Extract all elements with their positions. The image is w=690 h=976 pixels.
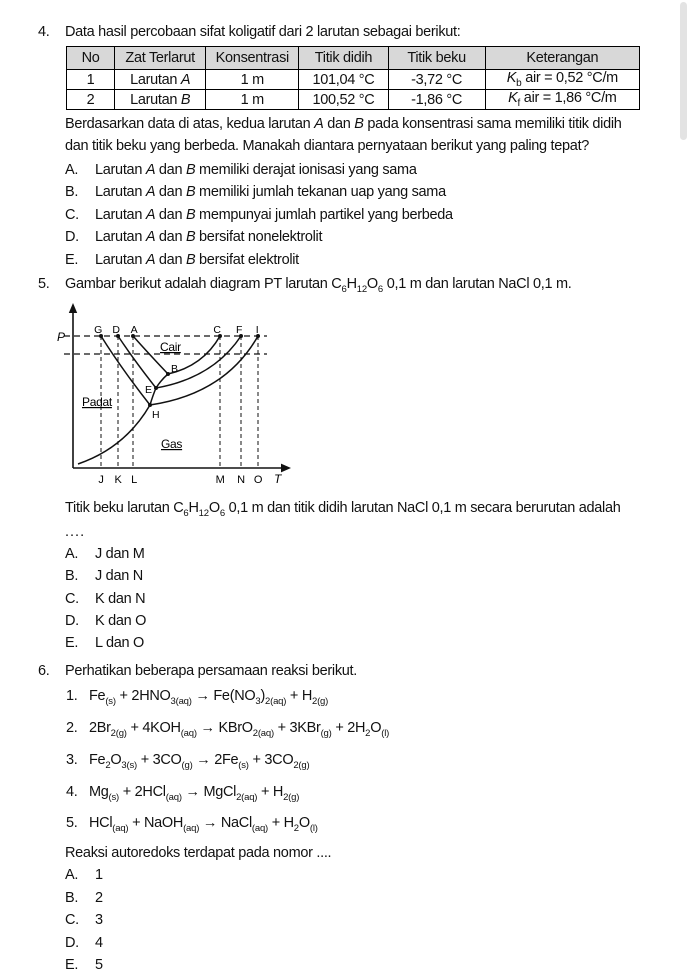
point-G-label: G xyxy=(94,323,102,336)
option-text: Larutan A dan B bersifat nonelektrolit xyxy=(95,229,323,246)
option-letter: C. xyxy=(65,912,79,929)
equation-row xyxy=(66,683,690,715)
option-text: 4 xyxy=(95,934,103,951)
option-text: Larutan A dan B bersifat elektrolit xyxy=(95,251,299,268)
equation-formula: $Fe_2O_{3(s)} + 3CO_{(g)} \to 2Fe_{(s)} + 3CO_{2(g)}$ xyxy=(89,751,310,771)
option-letter: A. xyxy=(65,545,79,562)
xpoint-K-label: K xyxy=(114,473,122,486)
x-axis-arrow-icon xyxy=(281,464,291,473)
equation-formula: $Fe_{(s)} + 2HNO_{3(aq)} \to Fe(NO_3)_{2(aq)} + H_{2(g)}$ xyxy=(89,687,329,707)
table-header-cell: Keterangan xyxy=(485,47,639,70)
table-cell: 2 xyxy=(67,90,115,110)
xpoint-N-label: N xyxy=(237,473,245,486)
paragraph-line: dan titik beku yang berbeda. Manakah diantara pernyataan berikut yang paling tepat? xyxy=(65,138,590,154)
option-text: Larutan A dan B memiliki jumlah tekanan uap yang sama xyxy=(95,184,446,201)
reaction-equations xyxy=(66,683,690,842)
option-letter: E. xyxy=(65,956,79,973)
option-letter: A. xyxy=(65,162,79,178)
option-text: Larutan A dan B mempunyai jumlah partikel yang berbeda xyxy=(95,206,453,223)
equation-number: 4. xyxy=(66,783,78,800)
option-letter: C. xyxy=(65,590,79,607)
option-text: K dan O xyxy=(95,613,147,630)
point-H-dot xyxy=(148,403,152,407)
table-cell: -3,72 °C xyxy=(388,70,485,90)
equation-formula: HCl$_{(aq)}$ + NaOH$_{(aq)}$ → NaCl$_{(aq)}$ + $H_2O_{(l)}$ xyxy=(89,815,318,835)
option-row xyxy=(65,204,690,226)
xpoint-O-label: O xyxy=(253,473,263,486)
paragraph-line: Berdasarkan data di atas, kedua larutan A dan B pada konsentrasi sama memiliki titik didih xyxy=(65,116,622,132)
table-header-cell: Titik beku xyxy=(388,47,485,70)
option-row xyxy=(65,932,690,954)
table-cell: Larutan B xyxy=(115,90,206,110)
table-cell: 1 m xyxy=(206,70,299,90)
table-cell: $K_f$ air = 1,86 °C/m xyxy=(485,90,639,110)
question-6 xyxy=(0,660,690,976)
question-5-ellipsis: .... xyxy=(65,523,86,540)
fusion-curve-glucose xyxy=(118,336,156,388)
option-text: 5 xyxy=(95,956,103,973)
y-axis-arrow-icon xyxy=(69,303,77,313)
question-5-number: 5. xyxy=(38,276,50,293)
region-liquid-label: Cair xyxy=(160,339,181,354)
table-cell: 100,52 °C xyxy=(299,90,388,110)
table-header-cell: Zat Terlarut xyxy=(115,47,206,70)
option-text: Larutan A dan B memiliki derajat ionisasi yang sama xyxy=(95,162,417,178)
equation-row xyxy=(66,810,690,842)
option-row xyxy=(65,159,690,181)
xpoint-M-label: M xyxy=(215,473,225,486)
equation-formula: $2Br_{2(g)} + 4KOH_{(aq)}$ → KBrO$_{2(aq)}$ + $3KBr_{(g)} + 2H_2O_{(l)}$ xyxy=(89,719,390,739)
option-text: K dan N xyxy=(95,590,146,607)
option-row xyxy=(65,588,690,610)
option-text: 1 xyxy=(95,867,103,884)
table-cell: Larutan A xyxy=(115,70,206,90)
option-text: J dan N xyxy=(95,568,143,585)
equation-row xyxy=(66,715,690,747)
table-row xyxy=(67,70,640,90)
option-text: J dan M xyxy=(95,545,145,562)
scrollbar-thumb[interactable] xyxy=(680,2,687,140)
equation-number: 5. xyxy=(66,815,78,832)
option-letter: B. xyxy=(65,184,79,201)
point-E-label: E xyxy=(145,383,152,396)
y-axis-label: P xyxy=(57,329,65,344)
option-row xyxy=(65,226,690,248)
table-cell: 1 m xyxy=(206,90,299,110)
option-row xyxy=(65,632,690,654)
question-5-line: Titik beku larutan $C_6H_{12}O_6$ 0,1 m dan titik didih larutan NaCl 0,1 m secara berurutan adalah xyxy=(65,499,621,519)
region-gas-label: Gas xyxy=(161,436,183,451)
equation-number: 2. xyxy=(66,719,78,736)
table-cell: 101,04 °C xyxy=(299,70,388,90)
option-letter: A. xyxy=(65,867,79,884)
equation-row xyxy=(66,779,690,811)
option-letter: B. xyxy=(65,889,79,906)
point-H-label: H xyxy=(152,408,160,421)
question-5 xyxy=(0,273,690,655)
option-letter: D. xyxy=(65,613,79,630)
option-letter: D. xyxy=(65,229,79,246)
question-5-intro: Gambar berikut adalah diagram PT larutan $C_6H_{12}O_6$ 0,1 m dan larutan NaCl 0,1 m. xyxy=(65,276,572,295)
question-4-options xyxy=(65,159,690,271)
question-5-text xyxy=(65,497,680,525)
xpoint-J-label: J xyxy=(98,473,104,486)
question-6-options xyxy=(65,864,690,976)
option-row xyxy=(65,954,690,976)
option-letter: E. xyxy=(65,251,79,268)
question-6-intro: Perhatikan beberapa persamaan reaksi berikut. xyxy=(65,662,357,679)
question-6-text: Reaksi autoredoks terdapat pada nomor .... xyxy=(65,845,332,862)
option-row xyxy=(65,249,690,271)
xpoint-L-label: L xyxy=(131,473,137,486)
table-cell: -1,86 °C xyxy=(388,90,485,110)
point-F-label: F xyxy=(235,323,243,336)
point-I-label: I xyxy=(255,323,259,336)
point-A-label: A xyxy=(130,323,138,336)
option-letter: C. xyxy=(65,206,79,223)
option-row xyxy=(65,864,690,886)
table-cell: $K_b$ air = 0,52 °C/m xyxy=(485,70,639,90)
triple-point-chain-curve xyxy=(150,374,168,405)
equation-number: 3. xyxy=(66,751,78,768)
equation-number: 1. xyxy=(66,687,78,704)
option-letter: B. xyxy=(65,568,79,585)
pt-diagram-svg xyxy=(53,302,303,490)
region-solid-label: Padat xyxy=(82,394,112,409)
point-C-label: C xyxy=(213,323,221,336)
point-B-label: B xyxy=(171,362,178,375)
table-row xyxy=(67,90,640,110)
x-axis-label: T xyxy=(274,471,282,486)
question-6-number: 6. xyxy=(38,662,50,679)
option-row xyxy=(65,181,690,203)
table-cell: 1 xyxy=(67,70,115,90)
colligative-data-table xyxy=(66,46,640,110)
question-4-paragraph xyxy=(65,113,680,157)
question-4 xyxy=(0,21,690,271)
option-letter: D. xyxy=(65,934,79,951)
option-row xyxy=(65,909,690,931)
option-text: 2 xyxy=(95,889,103,906)
table-header-cell: Konsentrasi xyxy=(206,47,299,70)
option-row xyxy=(65,610,690,632)
option-row xyxy=(65,565,690,587)
equation-formula: $Mg_{(s)} + 2HCl_{(aq)}$ → MgCl$_{2(aq)}$ + $H_{2(g)}$ xyxy=(89,783,300,803)
question-5-options xyxy=(65,543,690,655)
pt-diagram xyxy=(53,302,690,494)
equation-row xyxy=(66,747,690,779)
table-header-cell: Titik didih xyxy=(299,47,388,70)
option-text: L dan O xyxy=(95,635,144,652)
option-letter: E. xyxy=(65,635,79,652)
table-body xyxy=(67,70,640,110)
option-row xyxy=(65,887,690,909)
table-header-cell: No xyxy=(67,47,115,70)
sublimation-curve xyxy=(78,405,150,464)
option-row xyxy=(65,543,690,565)
point-B-dot xyxy=(166,372,170,376)
question-4-intro: Data hasil percobaan sifat koligatif dari 2 larutan sebagai berikut: xyxy=(65,24,461,40)
question-4-number: 4. xyxy=(38,24,50,40)
option-text: 3 xyxy=(95,912,103,929)
point-D-label: D xyxy=(112,323,120,336)
point-E-dot xyxy=(154,386,158,390)
table-header-row xyxy=(67,47,640,70)
